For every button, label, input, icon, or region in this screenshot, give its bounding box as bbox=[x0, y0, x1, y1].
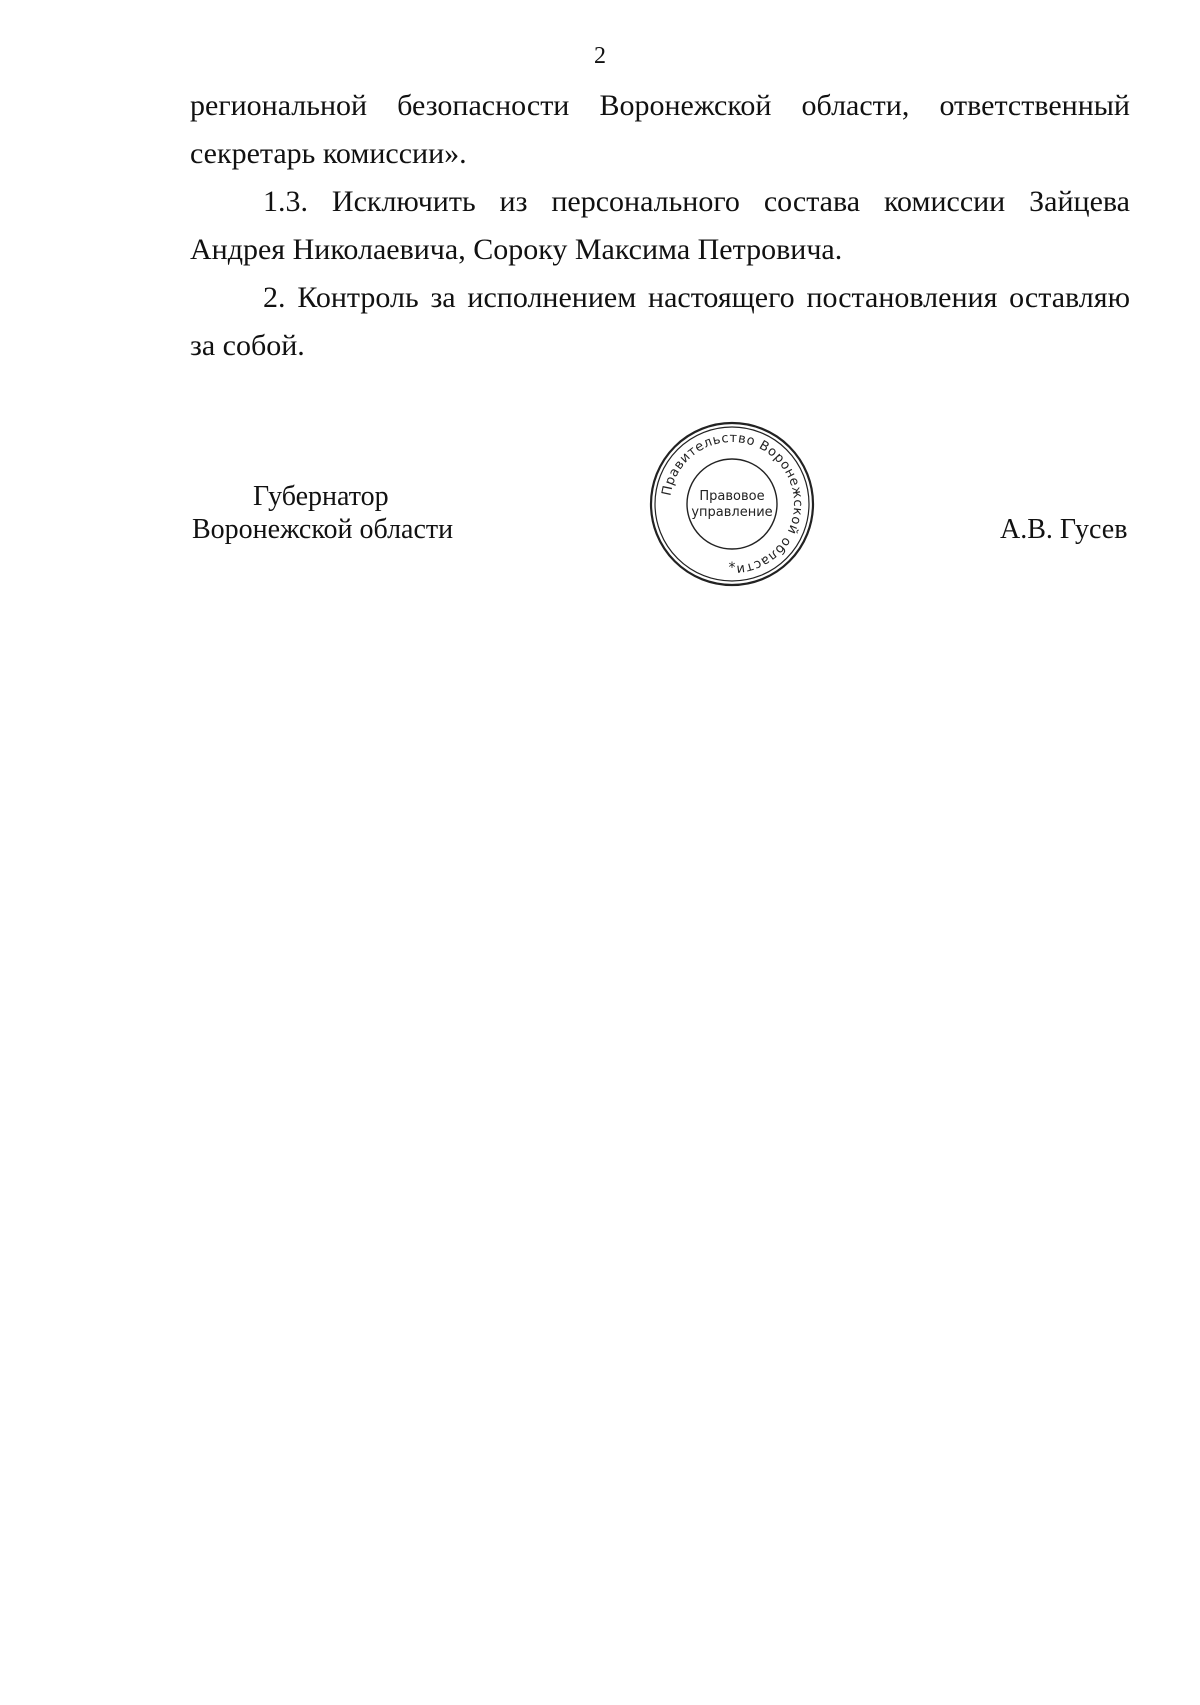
document-body bbox=[190, 82, 1130, 370]
page-number: 2 bbox=[594, 43, 606, 69]
paragraph-continuation: региональной безопасности Воронежской области, ответственный секретарь комиссии». bbox=[190, 89, 1130, 170]
seal-center-line-1: Правовое bbox=[699, 489, 765, 504]
paragraph-item-2: 2. Контроль за исполнением настоящего постановления оставляю за собой. bbox=[190, 281, 1130, 362]
signatory-name: А.В. Гусев bbox=[1000, 514, 1128, 545]
seal-outer-ring-inner bbox=[655, 427, 809, 581]
seal-graphic bbox=[648, 420, 816, 588]
seal-ring-text: Правительство Воронежской области bbox=[659, 430, 806, 577]
paragraph-item-1-3: 1.3. Исключить из персонального состава комиссии Зайцева Андрея Николаевича, Сороку Максима Петровича. bbox=[190, 185, 1130, 266]
signatory-position-line-1: Губернатор bbox=[253, 481, 389, 512]
signatory-position-line-2: Воронежской области bbox=[192, 514, 454, 545]
official-seal-stamp bbox=[648, 420, 816, 588]
seal-outer-ring bbox=[651, 423, 813, 585]
seal-inner-ring bbox=[687, 459, 777, 549]
seal-center-line-2: управление bbox=[691, 505, 773, 520]
seal-star: * bbox=[728, 560, 736, 576]
